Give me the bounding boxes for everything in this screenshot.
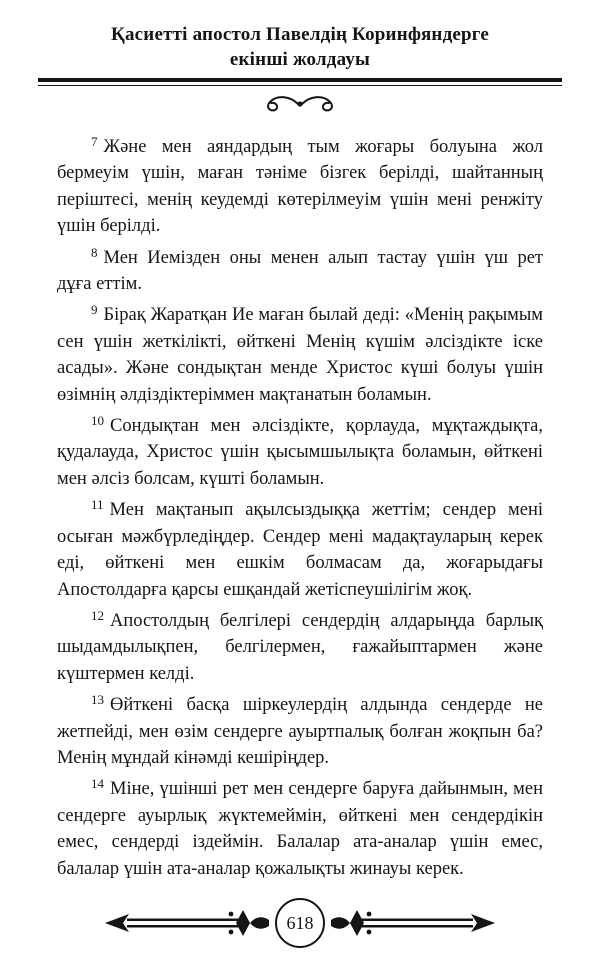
page-title-line2: екінші жолдауы	[229, 49, 371, 70]
divider-thick-rule	[38, 78, 562, 82]
verse-text: Міне, үшінші рет мен сендерге баруға дайынмын, мен сендерге ауырлық жүктемеймін, өйткені мен сендердікін емес, сендерді іздеймін. Балалар ата-аналар үшін емес, балалар үшін ата-аналар қожалықты жинауы керек.	[57, 779, 543, 879]
verse-paragraph	[57, 771, 543, 882]
scripture-text	[0, 115, 600, 882]
verse-text: Өйткені басқа шіркеулердің алдында сендерде не жетпейді, мен өзім сендерге ауыртпалық болған жоқпын ба? Менің мұндай кінәмді кешіріңдер.	[57, 695, 543, 768]
footer-ornament-right-icon	[327, 906, 497, 940]
verse-number: 14	[91, 776, 104, 792]
verse-number: 8	[91, 244, 98, 260]
verse-number: 10	[91, 413, 104, 429]
verse-text: Мен Иемізден оны менен алып тастау үшін үш рет дұға еттім.	[57, 247, 543, 295]
verse-paragraph	[57, 492, 543, 603]
verse-number: 13	[91, 692, 104, 708]
verse-text: Мен мақтанып ақылсыздыққа жеттім; сендер мені осыған мәжбүрледіңдер. Сендер мені мадақтауларың керек еді, өйткені мен ешкім болмасам да, жоғарыдағы Апостолдарға қарсы ешқандай жетіспеушілігім жоқ.	[57, 500, 543, 600]
verse-paragraph	[57, 408, 543, 492]
verse-text: Сондықтан мен әлсіздікте, қорлауда, мұқтаждықта, қудалауда, Христос үшін қысымшылықта боламын, өйткені мен әлсіз болсам, күшті боламын.	[57, 416, 543, 489]
verse-paragraph	[57, 687, 543, 771]
verse-number: 9	[91, 302, 98, 318]
divider-thin-rule	[38, 85, 562, 86]
page-header	[0, 0, 600, 72]
top-ornament-icon	[0, 93, 600, 115]
verse-paragraph	[57, 297, 543, 408]
header-divider	[38, 78, 562, 86]
verse-text: Және мен аяндардың тым жоғары болуына жол бермеуім үшін, маған тәніме бізгек берілді, шайтанның періштесі, менің кеудемді көтерілмеуім үшін мені ренжіту үшін берілді.	[57, 137, 543, 237]
verse-number: 11	[91, 497, 104, 513]
footer-ornament-left-icon	[103, 906, 273, 940]
verse-number: 7	[91, 134, 98, 149]
page-number-badge	[275, 898, 325, 948]
verse-paragraph	[57, 603, 543, 687]
verse-text: Бірақ Жаратқан Ие маған былай деді: «Менің рақымым сен үшін жеткілікті, өйткені Менің күшім әлсіздікте іске асады». Және сондықтан менде Христос күші болуы үшін өзімнің әлдіздіктеріммен мақтанатын боламын.	[57, 305, 543, 405]
verse-paragraph	[57, 240, 543, 298]
page-title-line1: Қасиетті апостол Павелдің Коринфяндерге	[110, 24, 489, 45]
verse-paragraph	[57, 129, 543, 240]
page-number: 618	[286, 912, 314, 933]
verse-text: Апостолдың белгілері сендердің алдарыңда барлық шыдамдылықпен, белгілермен, ғажайыптармен және күштермен келді.	[57, 610, 543, 684]
page-footer	[0, 898, 600, 970]
verse-number: 12	[91, 607, 104, 623]
